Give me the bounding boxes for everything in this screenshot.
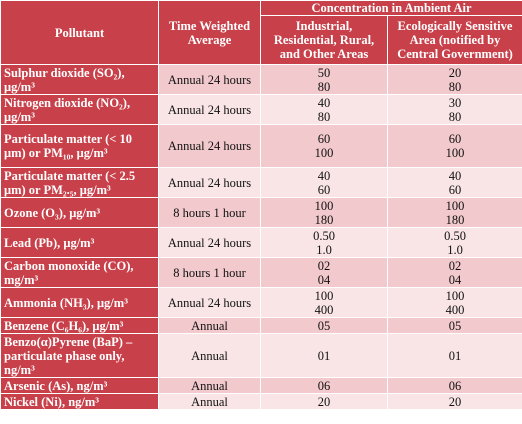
table-row <box>1 198 522 228</box>
twa-cell: Annual <box>159 394 261 410</box>
sensitive-value-cell: 60 100 <box>388 125 522 168</box>
table-row <box>1 125 522 168</box>
twa-cell: Annual 24 hours <box>159 65 261 95</box>
header-ecologically-sensitive-area: Ecologically Sensitive Area (notified by Central Government) <box>388 16 522 65</box>
sensitive-value-cell: 02 04 <box>388 258 522 288</box>
sensitive-value-cell: 100 400 <box>388 288 522 318</box>
table-row <box>1 168 522 198</box>
table-row <box>1 334 522 378</box>
sensitive-value-cell: 100 180 <box>388 198 522 228</box>
pollutant-cell: Particulate matter (< 2.5 μm) or PM₂.₅, μg/m³ <box>1 168 159 198</box>
pollutant-cell: Ammonia (NH₃), μg/m³ <box>1 288 159 318</box>
twa-cell: Annual 24 hours <box>159 168 261 198</box>
pollutant-cell: Carbon monoxide (CO), mg/m³ <box>1 258 159 288</box>
pollutant-cell: Lead (Pb), μg/m³ <box>1 228 159 258</box>
pollutant-cell: Benzene (C₆H₆), μg/m³ <box>1 318 159 334</box>
industrial-value-cell: 01 <box>261 334 388 378</box>
table-row <box>1 65 522 95</box>
sensitive-value-cell: 20 80 <box>388 65 522 95</box>
header-pollutant: Pollutant <box>1 1 159 65</box>
industrial-value-cell: 0.50 1.0 <box>261 228 388 258</box>
pollutant-cell: Particulate matter (< 10 μm) or PM₁₀, μg/m³ <box>1 125 159 168</box>
pollutant-cell: Sulphur dioxide (SO₂), μg/m³ <box>1 65 159 95</box>
industrial-value-cell: 05 <box>261 318 388 334</box>
twa-cell: Annual 24 hours <box>159 288 261 318</box>
pollutant-cell: Benzo(α)Pyrene (BaP) – particulate phase only, ng/m³ <box>1 334 159 378</box>
industrial-value-cell: 100 180 <box>261 198 388 228</box>
industrial-value-cell: 20 <box>261 394 388 410</box>
header-time-weighted-average: Time Weighted Average <box>159 1 261 65</box>
industrial-value-cell: 50 80 <box>261 65 388 95</box>
twa-cell: Annual 24 hours <box>159 95 261 125</box>
industrial-value-cell: 60 100 <box>261 125 388 168</box>
pollutant-cell: Nitrogen dioxide (NO₂), μg/m³ <box>1 95 159 125</box>
table-row <box>1 288 522 318</box>
sensitive-value-cell: 30 80 <box>388 95 522 125</box>
industrial-value-cell: 02 04 <box>261 258 388 288</box>
pollutant-cell: Nickel (Ni), ng/m³ <box>1 394 159 410</box>
sensitive-value-cell: 20 <box>388 394 522 410</box>
header-industrial-areas: Industrial, Residential, Rural, and Other Areas <box>261 16 388 65</box>
sensitive-value-cell: 0.50 1.0 <box>388 228 522 258</box>
twa-cell: Annual <box>159 334 261 378</box>
table-row <box>1 378 522 394</box>
twa-cell: Annual 24 hours <box>159 228 261 258</box>
sensitive-value-cell: 05 <box>388 318 522 334</box>
table-row <box>1 394 522 410</box>
twa-cell: Annual <box>159 318 261 334</box>
twa-cell: Annual <box>159 378 261 394</box>
twa-cell: Annual 24 hours <box>159 125 261 168</box>
pollutant-cell: Arsenic (As), ng/m³ <box>1 378 159 394</box>
twa-cell: 8 hours 1 hour <box>159 198 261 228</box>
table-row <box>1 95 522 125</box>
table-row <box>1 258 522 288</box>
industrial-value-cell: 06 <box>261 378 388 394</box>
sensitive-value-cell: 06 <box>388 378 522 394</box>
industrial-value-cell: 40 80 <box>261 95 388 125</box>
table-row <box>1 228 522 258</box>
sensitive-value-cell: 40 60 <box>388 168 522 198</box>
header-concentration: Concentration in Ambient Air <box>261 1 522 16</box>
industrial-value-cell: 40 60 <box>261 168 388 198</box>
twa-cell: 8 hours 1 hour <box>159 258 261 288</box>
sensitive-value-cell: 01 <box>388 334 522 378</box>
pollutant-cell: Ozone (O₃), μg/m³ <box>1 198 159 228</box>
table-row <box>1 318 522 334</box>
industrial-value-cell: 100 400 <box>261 288 388 318</box>
